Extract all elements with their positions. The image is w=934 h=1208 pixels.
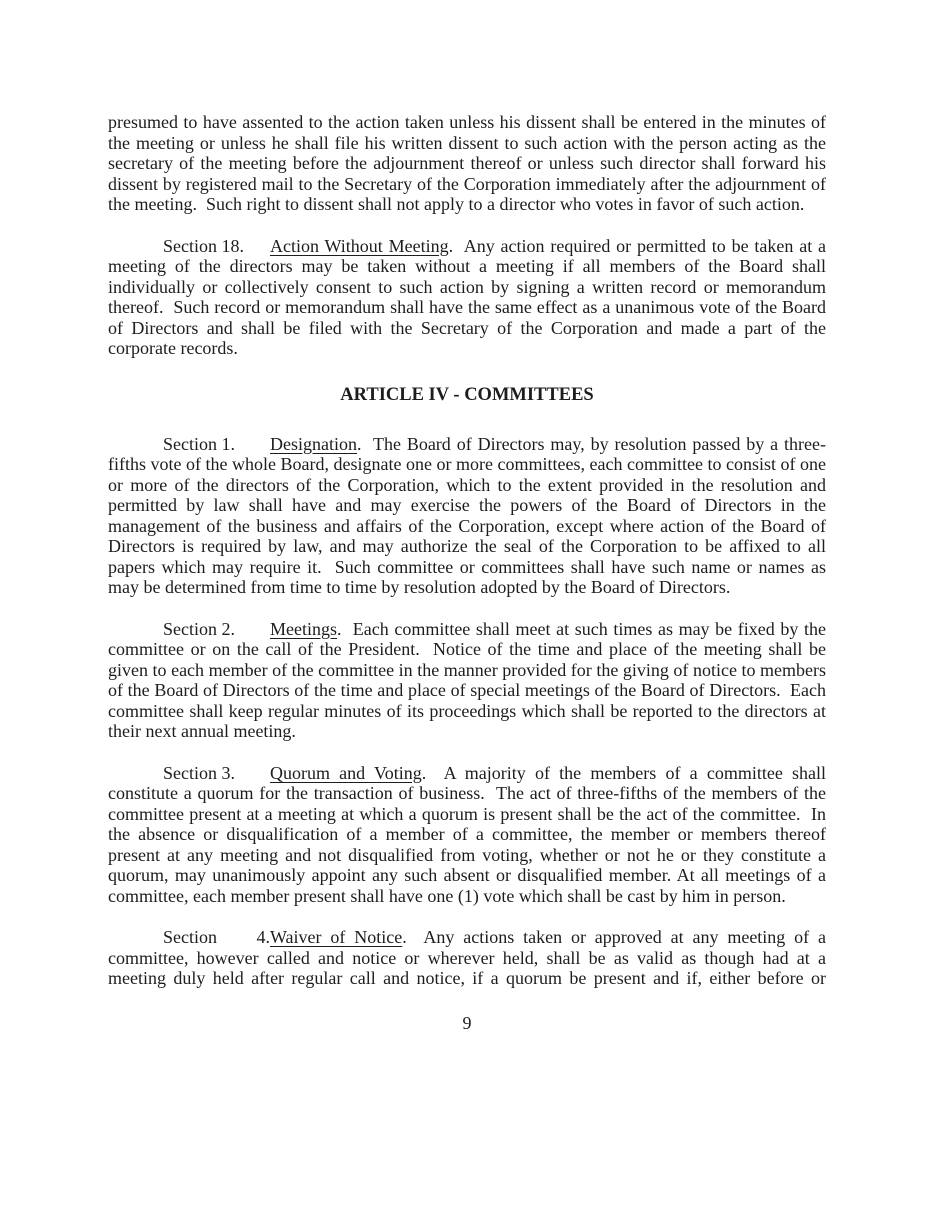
paragraph-section-4 [108, 927, 826, 989]
section-18-body: . Any action required or permitted to be taken at a meeting of the directors may be taken without a meeting if all members of the Board shall individually or collectively consent to such action by signing a written record or memorandum thereof. Such record or memorandum shall have the same effect as a unanimous vote of the Board of Directors and shall be filed with the Secretary of the Corporation and made a part of the corporate records. [108, 235, 827, 358]
section-2-title: Meetings [270, 618, 337, 639]
section-3-label: Section 3. [163, 762, 235, 783]
section-4-title: Waiver of Notice [270, 927, 403, 947]
paragraph-section-2 [108, 619, 826, 742]
section-2-label: Section 2. [163, 618, 235, 639]
section-3-title: Quorum and Voting [270, 762, 422, 783]
section-2-body: . Each committee shall meet at such times as may be fixed by the committee or on the call of the President. Notice of the time and place of the meeting shall be given to each member of the committee in the manner provided for the giving of notice to members of the Board of Directors of the time and place of special meetings of the Board of Directors. Each committee shall keep regular minutes of its proceedings which shall be reported to the directors at their next annual meeting. [108, 618, 826, 741]
section-4-label: Section 4. [163, 927, 270, 947]
page-number: 9 [462, 1012, 472, 1033]
section-3-body: . A majority of the members of a committee shall constitute a quorum for the transaction of business. The act of three-fifths of the members of the committee present at a meeting at which a quorum is present shall be the act of the committee. In the absence or disqualification of a member of a committee, the member or members thereof present at any meeting and not disqualified from voting, whether or not he or they constitute a quorum, may unanimously appoint any such absent or disqualified member. At all meetings of a committee, each member present shall have one (1) vote which shall be cast by him in person. [108, 762, 826, 906]
section-1-body: . The Board of Directors may, by resolution passed by a three-fifths vote of the whole Board, designate one or more committees, each committee to consist of one or more of the directors of the Corporation, which to the extent provided in the resolution and permitted by law shall have and may exercise the powers of the Board of Directors in the management of the business and affairs of the Corporation, except where action of the Board of Directors is required by law, and may authorize the seal of the Corporation to be affixed to all papers which may require it. Such committee or committees shall have such name or names as may be determined from time to time by resolution adopted by the Board of Directors. [108, 433, 826, 597]
paragraph-text: presumed to have assented to the action taken unless his dissent shall be entered in the minutes of the meeting or unless he shall file his written dissent to such action with the person acting as the secretary of the meeting before the adjournment thereof or unless such director shall forward his dissent by registered mail to the Secretary of the Corporation immediately after the adjournment of the meeting. Such right to dissent shall not apply to a director who votes in favor of such action. [108, 112, 826, 214]
article-iv-heading: ARTICLE IV - COMMITTEES [340, 384, 594, 405]
page-content [108, 112, 826, 1033]
paragraph-section-3 [108, 763, 826, 907]
section-1-title: Designation [270, 433, 357, 454]
paragraph-continuation [108, 112, 826, 215]
section-18-title: Action Without Meeting [270, 235, 449, 256]
section-1-label: Section 1. [163, 433, 235, 454]
section-18-label: Section 18. [163, 235, 244, 256]
paragraph-section-1 [108, 434, 826, 598]
paragraph-section-18 [108, 236, 826, 359]
section-4-body: . Any actions taken or approved at any meeting of a committee, however called and notice or wherever held, shall be as valid as though had at a meeting duly held after regular call and notice, if a quorum be present and if, either before or [108, 927, 827, 988]
